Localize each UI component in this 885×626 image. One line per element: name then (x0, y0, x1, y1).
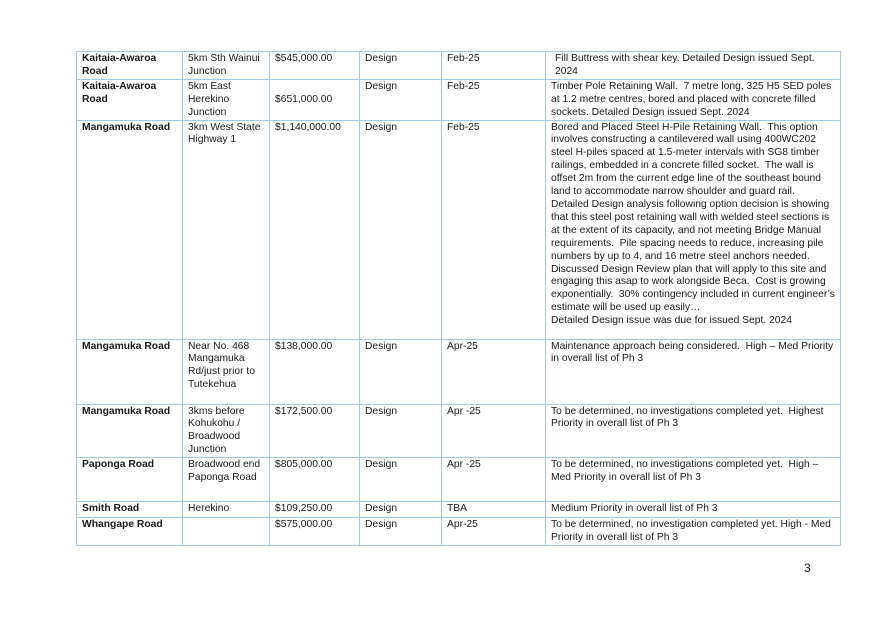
description-paragraph: Timber Pole Retaining Wall. 7 metre long, 325 H5 SED poles at 1.2 metre centres, bored and placed with concrete filled sockets. Detailed Design issued Sept. 2024 (551, 80, 835, 118)
description-cell (546, 518, 841, 546)
table-row (77, 120, 841, 339)
table-row (77, 458, 841, 502)
description-cell (546, 339, 841, 404)
date-cell: Feb-25 (442, 120, 546, 339)
description-paragraph: Medium Priority in overall list of Ph 3 (551, 503, 718, 515)
cost-cell: $575,000.00 (270, 518, 360, 546)
stage-cell: Design (360, 404, 442, 458)
stage-cell: Design (360, 120, 442, 339)
road-name-cell: Mangamuka Road (77, 404, 183, 458)
road-name-cell: Smith Road (77, 502, 183, 518)
description-paragraph: Discussed Design Review plan that will apply to this site and engaging this asap to work alongside Beca. Cost is growing exponentially. 30% contingency included in current engineer’s estimate will be used up easily… (551, 263, 838, 314)
date-cell: Apr -25 (442, 458, 546, 502)
table-row (77, 339, 841, 404)
date-cell: Apr-25 (442, 339, 546, 404)
description-cell (546, 458, 841, 502)
location-cell: 5km East Herekino Junction (183, 79, 270, 120)
stage-cell: Design (360, 79, 442, 120)
table-row (77, 79, 841, 120)
cost-cell: $138,000.00 (270, 339, 360, 404)
projects-table-body (77, 52, 841, 546)
table-row (77, 404, 841, 458)
stage-cell: Design (360, 502, 442, 518)
location-cell: 3km West State Highway 1 (183, 120, 270, 339)
description-paragraph: Bored and Placed Steel H-Pile Retaining Wall. This option involves constructing a cantilevered wall using 400WC202 steel H-piles spaced at 1.5-meter intervals with SG8 timber railings, embedded in a concrete filled socket. The wall is offset 2m from the current edge line of the southeast bound land to accommodate narrow shoulder and guard rail. Detailed Design analysis following option decision is showing that this steel post retaining wall with welded steel sections is at the extent of its capacity, and not meeting Bridge Manual requirements. Pile spacing needs to reduce, increasing pile numbers by up to 4, and 16 metre steel anchors needed. (551, 121, 833, 262)
description-paragraph: Maintenance approach being considered. High – Med Priority in overall list of Ph 3 (551, 340, 837, 365)
table-row (77, 518, 841, 546)
location-cell: Herekino (183, 502, 270, 518)
description-cell (546, 120, 841, 339)
table-row (77, 52, 841, 80)
date-cell: Feb-25 (442, 79, 546, 120)
description-paragraph: To be determined, no investigations completed yet. High – Med Priority in overall list of Ph 3 (551, 459, 822, 484)
cost-cell: $545,000.00 (270, 52, 360, 80)
description-paragraph: To be determined, no investigation completed yet. High - Med Priority in overall list of Ph 3 (551, 519, 834, 544)
road-name-cell: Mangamuka Road (77, 339, 183, 404)
table-row (77, 502, 841, 518)
description-cell (546, 79, 841, 120)
location-cell: 3kms before Kohukohu / Broadwood Junction (183, 404, 270, 458)
cost-cell: $172,500.00 (270, 404, 360, 458)
location-cell: Near No. 468 Mangamuka Rd/just prior to Tutekehua (183, 339, 270, 404)
cost-cell: $109,250.00 (270, 502, 360, 518)
road-name-cell: Mangamuka Road (77, 120, 183, 339)
date-cell: Feb-25 (442, 52, 546, 80)
cost-cell: $805,000.00 (270, 458, 360, 502)
stage-cell: Design (360, 458, 442, 502)
stage-cell: Design (360, 52, 442, 80)
stage-cell: Design (360, 339, 442, 404)
stage-cell: Design (360, 518, 442, 546)
description-paragraph: Detailed Design issue was due for issued Sept. 2024 (551, 315, 792, 327)
location-cell: 5km Sth Wainui Junction (183, 52, 270, 80)
description-cell (546, 404, 841, 458)
location-cell (183, 518, 270, 546)
location-cell: Broadwood end Paponga Road (183, 458, 270, 502)
road-name-cell: Kaitaia-Awaroa Road (77, 79, 183, 120)
date-cell: TBA (442, 502, 546, 518)
road-name-cell: Kaitaia-Awaroa Road (77, 52, 183, 80)
description-cell (546, 52, 841, 80)
cost-cell: $1,140,000.00 (270, 120, 360, 339)
date-cell: Apr-25 (442, 518, 546, 546)
page-number: 3 (804, 561, 811, 575)
description-paragraph: Fill Buttress with shear key. Detailed Design issued Sept. 2024 (555, 53, 818, 77)
projects-table (76, 51, 841, 546)
description-paragraph: To be determined, no investigations completed yet. Highest Priority in overall list of Ph 3 (551, 405, 827, 430)
road-name-cell: Whangape Road (77, 518, 183, 546)
description-cell (546, 502, 841, 518)
cost-cell: $651,000.00 (270, 79, 360, 120)
road-name-cell: Paponga Road (77, 458, 183, 502)
date-cell: Apr -25 (442, 404, 546, 458)
